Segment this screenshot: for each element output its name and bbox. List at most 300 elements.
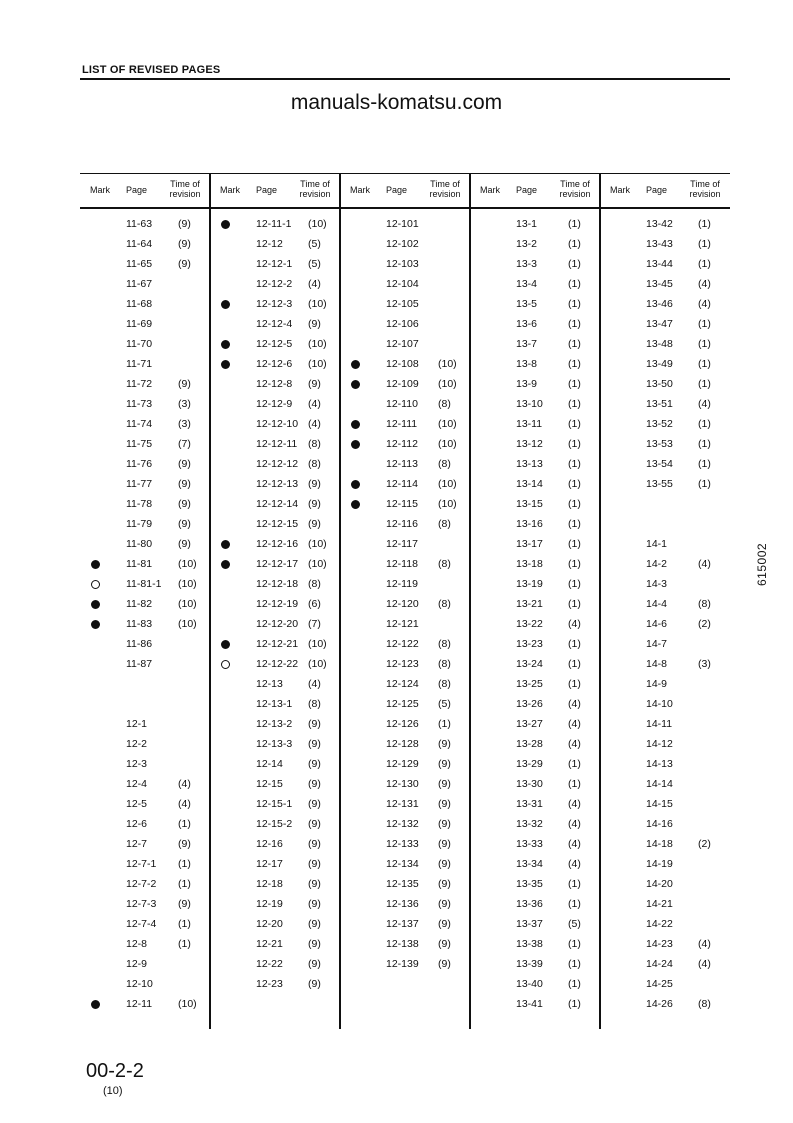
page-cell: 12-23 <box>256 978 283 990</box>
page-cell: 11-83 <box>126 618 153 630</box>
table-row <box>80 335 210 355</box>
table-row <box>80 635 210 655</box>
revision-cell: (8) <box>438 658 451 670</box>
page-cell: 11-79 <box>126 518 153 530</box>
table-row <box>340 595 470 615</box>
revision-mark-filled-icon <box>221 340 230 349</box>
revision-cell: (1) <box>568 758 581 770</box>
page-cell: 12-12-3 <box>256 298 293 310</box>
table-row <box>80 915 210 935</box>
revision-cell: (1) <box>178 878 191 890</box>
revision-mark-filled-icon <box>91 1000 100 1009</box>
table-row <box>80 415 210 435</box>
page-cell: 12-21 <box>256 938 283 950</box>
revised-pages-table <box>80 173 730 1029</box>
table-row <box>340 275 470 295</box>
table-row <box>210 595 340 615</box>
table-row <box>210 915 340 935</box>
table-row <box>80 735 210 755</box>
table-row <box>600 635 730 655</box>
page-cell: 11-64 <box>126 238 153 250</box>
revision-cell: (10) <box>178 578 197 590</box>
table-row <box>80 815 210 835</box>
revision-cell: (1) <box>568 478 581 490</box>
page-cell: 12-13 <box>256 678 283 690</box>
table-row <box>600 615 730 635</box>
page-cell: 12-131 <box>386 798 419 810</box>
page-cell: 13-7 <box>516 338 538 350</box>
table-row <box>470 555 600 575</box>
table-row <box>470 575 600 595</box>
revision-cell: (9) <box>438 858 451 870</box>
table-row <box>80 875 210 895</box>
revision-cell: (1) <box>568 518 581 530</box>
page-cell: 12-12-6 <box>256 358 293 370</box>
header-page: Page <box>646 185 668 195</box>
revision-cell: (1) <box>698 418 711 430</box>
revision-cell: (9) <box>308 518 321 530</box>
revision-cell: (9) <box>308 378 321 390</box>
table-row <box>340 255 470 275</box>
revision-cell: (9) <box>178 458 191 470</box>
revision-cell: (9) <box>308 818 321 830</box>
revision-mark-open-icon <box>91 580 100 589</box>
page-cell: 11-81-1 <box>126 578 162 590</box>
page-cell: 13-28 <box>516 738 543 750</box>
page-cell: 12-12-14 <box>256 498 299 510</box>
table-row <box>80 755 210 775</box>
table-row <box>80 555 210 575</box>
page-cell: 12-14 <box>256 758 283 770</box>
revision-cell: (9) <box>308 858 321 870</box>
revision-cell: (9) <box>178 238 191 250</box>
page-cell: 12-6 <box>126 818 148 830</box>
table-row <box>600 835 730 855</box>
page-cell: 12-1 <box>126 718 148 730</box>
table-row <box>600 695 730 715</box>
table-row <box>340 335 470 355</box>
page-cell: 14-3 <box>646 578 668 590</box>
revision-cell: (1) <box>568 538 581 550</box>
revision-mark-filled-icon <box>351 500 360 509</box>
page-cell: 12-7 <box>126 838 148 850</box>
page-cell: 13-1 <box>516 218 538 230</box>
revision-cell: (10) <box>438 438 457 450</box>
revision-cell: (9) <box>178 538 191 550</box>
revision-cell: (1) <box>568 218 581 230</box>
table-row <box>340 395 470 415</box>
page-cell: 12-15 <box>256 778 283 790</box>
revision-cell: (7) <box>178 438 191 450</box>
revision-cell: (1) <box>568 958 581 970</box>
page-cell: 12-138 <box>386 938 419 950</box>
page-revision: (10) <box>103 1085 123 1097</box>
table-row <box>80 255 210 275</box>
page-cell: 13-14 <box>516 478 543 490</box>
table-row <box>80 895 210 915</box>
page-cell: 12-20 <box>256 918 283 930</box>
revision-cell: (10) <box>438 358 457 370</box>
table-row <box>340 455 470 475</box>
revision-cell: (1) <box>568 978 581 990</box>
page-cell: 12-22 <box>256 958 283 970</box>
revision-cell: (5) <box>308 238 321 250</box>
table-row <box>340 655 470 675</box>
table-row <box>80 655 210 675</box>
header-time-line2: revision <box>429 189 461 199</box>
page-cell: 13-8 <box>516 358 538 370</box>
header-mark: Mark <box>610 185 630 195</box>
table-row <box>600 515 730 535</box>
table-row <box>80 375 210 395</box>
table-column-4 <box>470 173 600 1029</box>
page-cell: 13-33 <box>516 838 543 850</box>
table-row <box>340 895 470 915</box>
table-row <box>80 795 210 815</box>
table-column-5 <box>600 173 730 1029</box>
table-row <box>80 935 210 955</box>
page-cell: 13-3 <box>516 258 538 270</box>
header-page: Page <box>126 185 148 195</box>
revision-cell: (9) <box>438 798 451 810</box>
table-row <box>210 335 340 355</box>
table-row <box>470 375 600 395</box>
page-cell: 12-111 <box>386 418 418 430</box>
revision-mark-filled-icon <box>91 620 100 629</box>
page-cell: 13-42 <box>646 218 673 230</box>
revision-cell: (1) <box>698 478 711 490</box>
header-time-line2: revision <box>689 189 721 199</box>
table-row <box>470 335 600 355</box>
revision-mark-filled-icon <box>221 360 230 369</box>
page-cell: 11-71 <box>126 358 153 370</box>
revision-cell: (1) <box>568 458 581 470</box>
page-cell: 12-103 <box>386 258 419 270</box>
page-cell: 12-12 <box>256 238 283 250</box>
revision-cell: (8) <box>438 678 451 690</box>
table-row <box>600 535 730 555</box>
page-cell: 14-11 <box>646 718 673 730</box>
page-cell: 13-26 <box>516 698 543 710</box>
revision-cell: (4) <box>698 958 711 970</box>
table-row <box>210 555 340 575</box>
revision-cell: (1) <box>568 878 581 890</box>
page-cell: 12-112 <box>386 438 418 450</box>
page-cell: 14-8 <box>646 658 668 670</box>
revision-cell: (8) <box>308 578 321 590</box>
table-row <box>600 235 730 255</box>
revision-mark-filled-icon <box>351 420 360 429</box>
revision-cell: (1) <box>568 638 581 650</box>
table-row <box>210 855 340 875</box>
page-cell: 13-47 <box>646 318 673 330</box>
page-cell: 12-4 <box>126 778 148 790</box>
page-cell: 12-12-12 <box>256 458 299 470</box>
table-row <box>470 255 600 275</box>
revision-mark-open-icon <box>221 660 230 669</box>
page-cell: 11-80 <box>126 538 153 550</box>
table-row <box>210 955 340 975</box>
page-cell: 11-74 <box>126 418 153 430</box>
revision-cell: (9) <box>438 878 451 890</box>
revision-cell: (4) <box>308 418 321 430</box>
table-row <box>470 835 600 855</box>
table-row <box>80 955 210 975</box>
page-cell: 12-133 <box>386 838 419 850</box>
page-cell: 11-68 <box>126 298 153 310</box>
table-row <box>340 955 470 975</box>
table-row <box>340 315 470 335</box>
page-cell: 13-2 <box>516 238 538 250</box>
table-row <box>80 835 210 855</box>
revision-cell: (9) <box>308 958 321 970</box>
table-row <box>80 855 210 875</box>
revision-cell: (1) <box>178 938 191 950</box>
table-row <box>210 655 340 675</box>
page-cell: 11-81 <box>126 558 153 570</box>
revision-cell: (9) <box>438 898 451 910</box>
page-cell: 12-105 <box>386 298 419 310</box>
revision-cell: (8) <box>438 398 451 410</box>
table-row <box>470 755 600 775</box>
table-row <box>80 615 210 635</box>
table-row <box>600 295 730 315</box>
page-cell: 11-86 <box>126 638 153 650</box>
revision-cell: (4) <box>698 938 711 950</box>
page-cell: 13-6 <box>516 318 538 330</box>
page-cell: 14-4 <box>646 598 668 610</box>
revision-cell: (9) <box>438 738 451 750</box>
page-cell: 12-101 <box>386 218 419 230</box>
table-row <box>470 595 600 615</box>
table-row <box>340 215 470 235</box>
table-row <box>600 795 730 815</box>
table-row <box>210 455 340 475</box>
page-cell: 12-7-4 <box>126 918 157 930</box>
revision-cell: (9) <box>438 818 451 830</box>
revision-mark-filled-icon <box>91 600 100 609</box>
table-row <box>80 515 210 535</box>
page-cell: 13-32 <box>516 818 543 830</box>
table-row <box>340 415 470 435</box>
revision-cell: (10) <box>438 498 457 510</box>
table-row <box>80 575 210 595</box>
table-row <box>470 775 600 795</box>
page-cell: 13-25 <box>516 678 543 690</box>
header-rule <box>80 78 730 80</box>
header-time-line1: Time of <box>170 179 200 189</box>
page-cell: 13-53 <box>646 438 673 450</box>
page-cell: 12-108 <box>386 358 419 370</box>
revision-cell: (2) <box>698 618 711 630</box>
table-row <box>340 835 470 855</box>
revision-mark-filled-icon <box>221 640 230 649</box>
table-row <box>470 815 600 835</box>
page-cell: 12-118 <box>386 558 418 570</box>
revision-cell: (9) <box>308 918 321 930</box>
table-row <box>340 695 470 715</box>
table-row <box>340 295 470 315</box>
revision-cell: (9) <box>308 718 321 730</box>
revision-cell: (1) <box>698 338 711 350</box>
revision-cell: (4) <box>568 738 581 750</box>
table-row <box>340 975 470 995</box>
revision-cell: (9) <box>308 798 321 810</box>
table-row <box>470 635 600 655</box>
page-cell: 11-76 <box>126 458 153 470</box>
table-row <box>600 275 730 295</box>
table-row <box>600 415 730 435</box>
page-cell: 12-132 <box>386 818 419 830</box>
page-cell: 11-73 <box>126 398 153 410</box>
page-cell: 12-116 <box>386 518 418 530</box>
page-header-title: LIST OF REVISED PAGES <box>82 64 221 76</box>
revision-cell: (1) <box>698 318 711 330</box>
page-cell: 12-7-1 <box>126 858 157 870</box>
revision-cell: (6) <box>308 598 321 610</box>
page-cell: 12-134 <box>386 858 419 870</box>
table-row <box>470 235 600 255</box>
revision-cell: (9) <box>178 898 191 910</box>
revision-cell: (1) <box>568 558 581 570</box>
table-row <box>210 315 340 335</box>
table-row <box>340 535 470 555</box>
table-row <box>210 235 340 255</box>
header-page: Page <box>516 185 538 195</box>
column-divider <box>339 173 341 1029</box>
table-row <box>210 795 340 815</box>
page-cell: 14-6 <box>646 618 668 630</box>
page-cell: 12-17 <box>256 858 283 870</box>
table-row <box>470 215 600 235</box>
revision-cell: (4) <box>568 818 581 830</box>
page-cell: 14-9 <box>646 678 668 690</box>
table-row <box>340 915 470 935</box>
table-row <box>210 735 340 755</box>
revision-cell: (1) <box>698 258 711 270</box>
table-row <box>80 475 210 495</box>
page-cell: 12-12-9 <box>256 398 293 410</box>
revision-cell: (9) <box>438 758 451 770</box>
table-row <box>470 895 600 915</box>
page-cell: 12-12-15 <box>256 518 299 530</box>
page-cell: 12-124 <box>386 678 419 690</box>
header-time-of-revision <box>422 179 468 199</box>
watermark-text: manuals-komatsu.com <box>290 91 503 114</box>
revision-mark-filled-icon <box>221 220 230 229</box>
page-cell: 13-55 <box>646 478 673 490</box>
revision-cell: (2) <box>698 838 711 850</box>
header-time-line2: revision <box>299 189 331 199</box>
table-row <box>210 895 340 915</box>
table-row <box>600 555 730 575</box>
page-cell: 12-109 <box>386 378 419 390</box>
revision-cell: (9) <box>178 838 191 850</box>
page-cell: 12-16 <box>256 838 283 850</box>
table-row <box>340 815 470 835</box>
revision-cell: (4) <box>568 618 581 630</box>
page-cell: 14-2 <box>646 558 668 570</box>
revision-cell: (3) <box>178 418 191 430</box>
page-cell: 13-12 <box>516 438 543 450</box>
page-cell: 13-45 <box>646 278 673 290</box>
table-row <box>210 395 340 415</box>
page-cell: 11-65 <box>126 258 153 270</box>
revision-cell: (5) <box>438 698 451 710</box>
header-time-of-revision <box>162 179 208 199</box>
page-cell: 12-119 <box>386 578 418 590</box>
page-cell: 13-10 <box>516 398 543 410</box>
revision-cell: (1) <box>568 778 581 790</box>
revision-cell: (1) <box>568 678 581 690</box>
table-row <box>470 315 600 335</box>
table-row <box>210 275 340 295</box>
revision-cell: (4) <box>308 278 321 290</box>
revision-cell: (9) <box>178 378 191 390</box>
table-row <box>210 375 340 395</box>
revision-cell: (9) <box>308 318 321 330</box>
revision-cell: (4) <box>568 798 581 810</box>
table-row <box>80 675 210 695</box>
page-cell: 12-12-22 <box>256 658 299 670</box>
revision-cell: (4) <box>698 558 711 570</box>
revision-cell: (10) <box>438 478 457 490</box>
page-cell: 12-136 <box>386 898 419 910</box>
page-cell: 12-13-3 <box>256 738 293 750</box>
revision-cell: (8) <box>438 518 451 530</box>
table-column-3 <box>340 173 470 1029</box>
header-time-line2: revision <box>559 189 591 199</box>
table-row <box>470 275 600 295</box>
table-row <box>210 975 340 995</box>
page-cell: 13-34 <box>516 858 543 870</box>
page-cell: 12-9 <box>126 958 148 970</box>
revision-cell: (4) <box>698 278 711 290</box>
revision-cell: (9) <box>308 878 321 890</box>
page-cell: 11-75 <box>126 438 153 450</box>
table-row <box>80 295 210 315</box>
table-row <box>600 875 730 895</box>
table-row <box>210 775 340 795</box>
revision-cell: (1) <box>568 658 581 670</box>
page-cell: 13-17 <box>516 538 543 550</box>
table-row <box>470 395 600 415</box>
table-row <box>600 335 730 355</box>
page-cell: 12-106 <box>386 318 419 330</box>
table-row <box>600 475 730 495</box>
header-page: Page <box>256 185 278 195</box>
table-row <box>80 995 210 1015</box>
table-row <box>210 255 340 275</box>
revision-cell: (9) <box>308 758 321 770</box>
table-row <box>600 715 730 735</box>
table-column-2 <box>210 173 340 1029</box>
page-cell: 13-38 <box>516 938 543 950</box>
revision-cell: (9) <box>308 738 321 750</box>
page-cell: 12-12-1 <box>256 258 293 270</box>
table-row <box>340 755 470 775</box>
table-row <box>210 295 340 315</box>
table-row <box>340 555 470 575</box>
revision-cell: (4) <box>698 398 711 410</box>
revision-cell: (1) <box>698 438 711 450</box>
table-row <box>600 395 730 415</box>
page-cell: 13-41 <box>516 998 543 1010</box>
page-cell: 12-12-16 <box>256 538 299 550</box>
table-row <box>600 735 730 755</box>
revision-cell: (1) <box>698 218 711 230</box>
table-row <box>600 375 730 395</box>
